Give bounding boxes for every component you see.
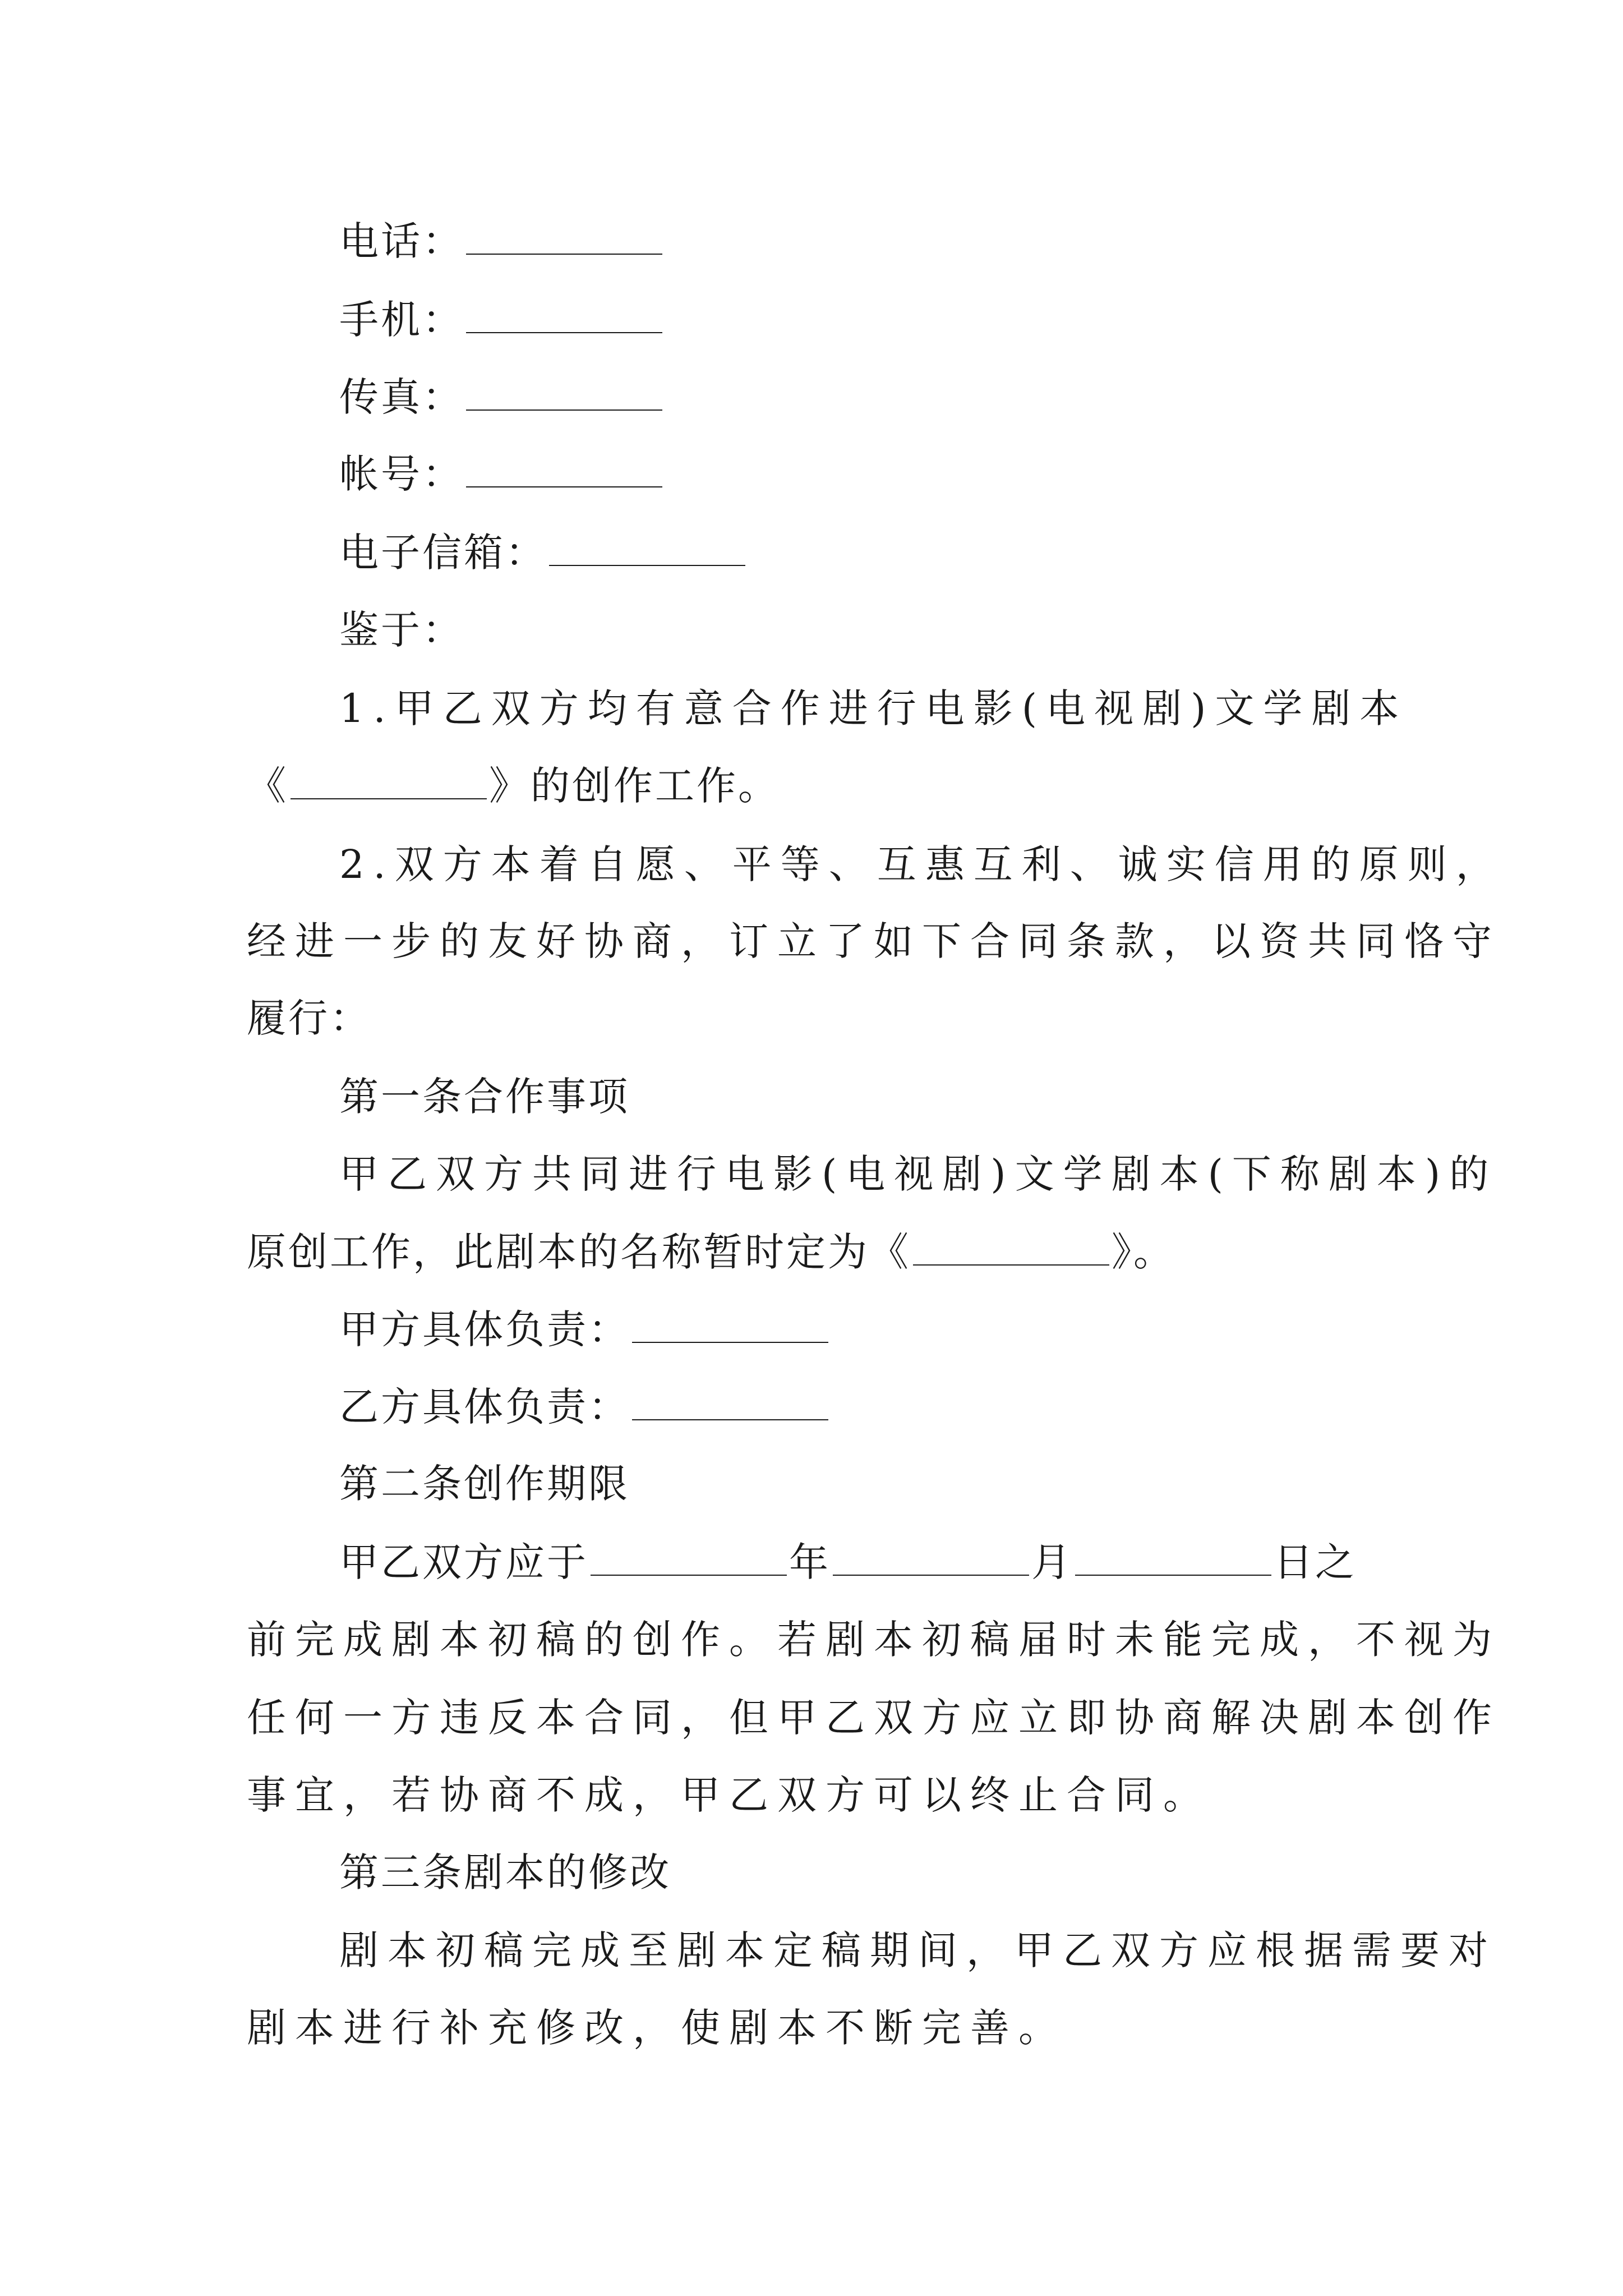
party-b-line [339,1382,831,1432]
year-label: 年 [789,1539,831,1585]
article1-title: 第一条合作事项 [339,1074,630,1120]
month-blank [833,1541,1029,1576]
whereas-item1-line2 [247,761,780,811]
script-title-blank [291,765,487,799]
account-blank [466,453,662,487]
script-name-blank [913,1231,1109,1266]
article1-line2-prefix: 原创工作，此剧本的名称暂时定为《 [247,1229,911,1275]
whereas-heading: 鉴于： [339,607,464,653]
item1-close: 》的创作工作。 [489,763,780,809]
party-a-label: 甲方具体负责： [339,1306,630,1352]
day-label: 日之 [1274,1539,1357,1585]
article2-line2: 前完成剧本初稿的创作。若剧本初稿届时未能完成，不视为 [247,1617,1501,1663]
article1-line1: 甲乙双方共同进行电影(电视剧)文学剧本(下称剧本)的 [339,1151,1498,1197]
article3-title: 第三条剧本的修改 [339,1849,671,1895]
account-label: 帐号： [339,451,464,497]
email-line [339,527,748,578]
day-blank [1075,1541,1271,1576]
whereas-item2-line2: 经进一步的友好协商，订立了如下合同条款，以资共同恪守 [247,918,1501,964]
mobile-blank [466,298,662,333]
email-label: 电子信箱： [339,530,547,576]
mobile-label: 手机： [339,297,464,343]
year-blank [591,1541,787,1576]
fax-line [339,372,665,422]
item1-open-bracket: 《 [247,763,288,809]
party-a-line [339,1304,831,1355]
article2-line4: 事宜，若协商不成，甲乙双方可以终止合同。 [247,1772,1211,1818]
article1-line2 [247,1227,1175,1277]
account-line [339,449,665,499]
whereas-item1-line1: 1.甲乙双方均有意合作进行电影(电视剧)文学剧本 [339,685,1408,731]
article3-line2: 剧本进行补充修改，使剧本不断完善。 [247,2005,1067,2051]
article2-line3: 任何一方违反本合同，但甲乙双方应立即协商解决剧本创作 [247,1695,1501,1741]
mobile-line [339,295,665,345]
party-a-blank [632,1308,828,1343]
month-label: 月 [1031,1539,1073,1585]
whereas-item2-line1: 2.双方本着自愿、平等、互惠互利、诚实信用的原则， [339,841,1504,887]
phone-blank [466,220,662,255]
phone-label: 电话： [339,218,464,264]
article2-line1-prefix: 甲乙双方应于 [339,1539,588,1585]
article1-line2-suffix: 》。 [1112,1229,1175,1275]
phone-line [339,216,665,266]
party-b-blank [632,1386,828,1420]
article2-title: 第二条创作期限 [339,1461,630,1507]
fax-label: 传真： [339,374,464,420]
whereas-item2-line3: 履行： [247,995,371,1041]
article2-line1 [339,1537,1357,1588]
fax-blank [466,376,662,411]
email-blank [549,531,745,566]
article3-line1: 剧本初稿完成至剧本定稿期间，甲乙双方应根据需要对 [339,1927,1497,1973]
party-b-label: 乙方具体负责： [339,1384,630,1430]
